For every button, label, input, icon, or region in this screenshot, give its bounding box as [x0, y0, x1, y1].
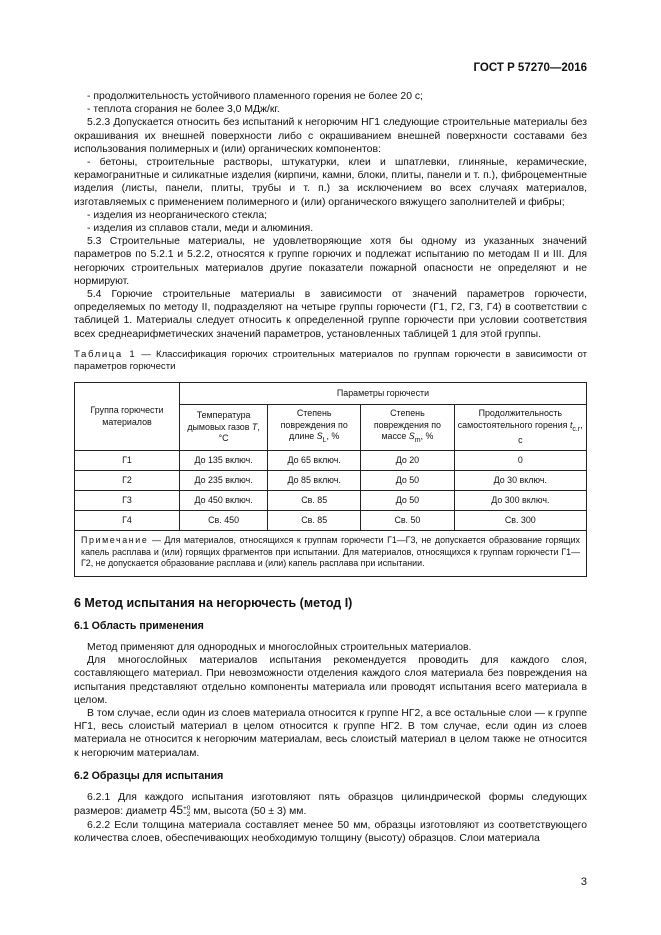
- paragraph-6-2-2: 6.2.2 Если толщина материала составляет менее 50 мм, образцы изготовляют из соответствующего количества слоев, обеспечивающих необходимую толщину (высоту) образцов. Слои материала: [74, 819, 587, 844]
- table-caption-text: — Классификация горючих строительных материалов по группам горючести в зависимости от параметров горючести: [74, 348, 587, 373]
- flammability-table: [74, 382, 587, 577]
- col-mass-damage-header: Степень повреждения по массе $S_m$, %: [361, 405, 454, 451]
- standard-header: ГОСТ Р 57270—2016: [473, 62, 587, 74]
- table-caption-label: Таблица 1: [74, 348, 137, 360]
- table-note: [75, 531, 587, 577]
- params-header: Параметры горючести: [180, 383, 587, 405]
- paragraph-6-1-c: В том случае, если один из слоев материала относится к группе НГ2, а все остальные слои — к группе НГ1, весь слоистый материал в целом относится к группе НГ2. В том случае, если один из слоев материала не относится к негорючим материалам, весь слоистый материал в целом также не относится к негорючим материалам.: [74, 707, 588, 759]
- cell-temperature: До 235 включ.: [180, 471, 268, 491]
- col-burning-time-header: Продолжительность самостоятельного горения $t_{с.г}$, с: [454, 405, 586, 451]
- section-6-2-title: 6.2 Образцы для испытания: [74, 769, 224, 782]
- cell-burning-time: 0: [454, 451, 586, 471]
- cell-group: Г4: [75, 511, 180, 531]
- cell-group: Г3: [75, 491, 180, 511]
- cell-length-damage: До 85 включ.: [268, 471, 361, 491]
- cell-length-damage: Св. 85: [268, 511, 361, 531]
- paragraph-5-3: 5.3 Строительные материалы, не удовлетворяющие хотя бы одному из указанных значений параметров по 5.2.1 и 5.2.2, относятся к группе горючих и подлежат испытанию по методам II и III. Для негорючих строительных материалов другие показатели пожарной опасности не определяют и не нормируют.: [74, 236, 587, 287]
- table-row: [75, 471, 587, 491]
- table-row: [75, 511, 587, 531]
- cell-mass-damage: До 50: [361, 471, 454, 491]
- cell-burning-time: До 30 включ.: [454, 471, 586, 491]
- table-row: [75, 451, 587, 471]
- cell-length-damage: Св. 85: [268, 491, 361, 511]
- table-caption: [74, 349, 587, 374]
- section-6-1-title: 6.1 Область применения: [74, 619, 204, 632]
- cell-group: Г1: [75, 451, 180, 471]
- table-row: [75, 491, 587, 511]
- cell-length-damage: До 65 включ.: [268, 451, 361, 471]
- note-text: — Для материалов, относящихся к группам горючести Г1—Г3, не допускается образование горящих капель расплава и (или) горящих фрагментов при испытании. Для материалов, относящихся к группам горючести Г1—Г2, не допускается образование расплава и (или) капель расплава при испытании.: [81, 535, 580, 569]
- bullet-concrete-items: - бетоны, строительные растворы, штукатурки, клеи и шпатлевки, глиняные, керамические, керамогранитные и силикатные изделия (кирпичи, камни, блоки, плиты, панели и т. п.), фиброцементные изделия (листы, панели, плиты, трубы и т. п.) за исключением во всех случаях материалов, изготавляемых с применением полимерного и (или) органического вяжущего заполнителей и фибры;: [74, 157, 587, 208]
- cell-burning-time: Св. 300: [454, 511, 586, 531]
- bullet-burning-duration: - продолжительность устойчивого пламенного горения не более 20 с;: [87, 91, 423, 102]
- note-label: Примечание: [81, 535, 149, 546]
- section-6-title: 6 Метод испытания на негорючесть (метод I): [74, 595, 353, 610]
- paragraph-6-1-b: Для многослойных материалов испытания рекомендуется проводить для каждого слоя, составляющего материал. При невозможности отделения каждого слоя материала без повреждения на испытания представляют отдельно компоненты материала или проводят испытания всего материала в целом.: [74, 655, 587, 706]
- paragraph-5-4: 5.4 Горючие строительные материалы в зависимости от значений параметров горючести, определяемых по методу II, подразделяют на четыре группы горючести (Г1, Г2, Г3, Г4) в соответствии с таблицей 1. Материалы следует относить к определенной группе горючести при условии соответствия всех среднеарифметических значений параметров, установленных таблицей 1 для этой группы.: [74, 289, 587, 340]
- cell-temperature: До 450 включ.: [180, 491, 268, 511]
- cell-group: Г2: [75, 471, 180, 491]
- cell-temperature: Св. 450: [180, 511, 268, 531]
- bullet-metal-alloys: - изделия из сплавов стали, меди и алюминия.: [87, 223, 314, 235]
- cell-temperature: До 135 включ.: [180, 451, 268, 471]
- group-header: Группа горючести материалов: [75, 383, 180, 451]
- col-temperature-header: Температура дымовых газов T, °С: [180, 405, 268, 451]
- paragraph-6-1-a: Метод применяют для однородных и многослойных строительных материалов.: [87, 641, 472, 653]
- document-body: [74, 90, 587, 845]
- paragraph-5-2-3: 5.2.3 Допускается относить без испытаний к негорючим НГ1 следующие строительные материалы без окрашивания их внешней поверхности либо с окрашиванием внешней поверхности составами без использования полимерных и (или) органических компонентов:: [74, 117, 587, 155]
- diameter-value: 45: [169, 803, 183, 818]
- cell-mass-damage: До 50: [361, 491, 454, 511]
- bullet-glass: - изделия из неорганического стекла;: [87, 209, 268, 221]
- table-note-row: [75, 531, 587, 577]
- diameter-tolerance: +0 −2: [183, 804, 191, 819]
- page-number: 3: [580, 876, 587, 888]
- col-length-damage-header: Степень повреждения по длине $S_L$, %: [268, 405, 361, 451]
- cell-burning-time: До 300 включ.: [454, 491, 586, 511]
- paragraph-6-2-1: 6.2.1 Для каждого испытания изготовляют пять образцов цилиндрической формы следующих размеров: диаметр 45 +0 −2 мм, высота (50 ± 3) мм.: [74, 791, 587, 819]
- bullet-heat-of-combustion: - теплота сгорания не более 3,0 МДж/кг.: [87, 104, 280, 116]
- cell-mass-damage: До 20: [361, 451, 454, 471]
- cell-mass-damage: Св. 50: [361, 511, 454, 531]
